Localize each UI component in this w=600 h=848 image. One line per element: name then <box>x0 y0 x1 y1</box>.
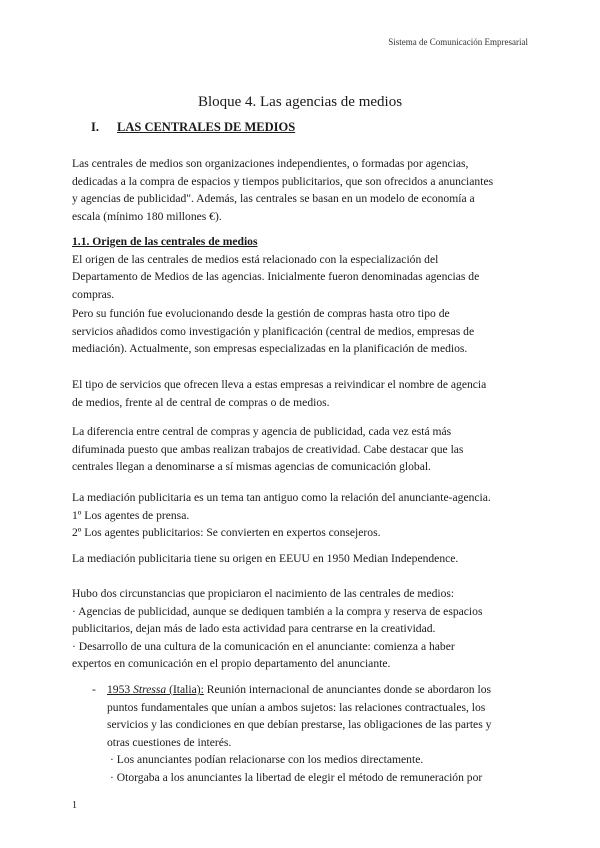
page-number: 1 <box>72 800 77 811</box>
bullet-country: (Italia): <box>169 683 204 696</box>
bullet-line: puntos fundamentales que unían a ambos sujetos: las relaciones contractuales, los <box>107 700 486 714</box>
paragraph-line: mediación). Actualmente, son empresas especializadas en la planificación de medios. <box>72 342 468 356</box>
subsection-line: compras. <box>72 287 115 301</box>
paragraph-line: Hubo dos circunstancias que propiciaron el nacimiento de las centrales de medios: <box>72 587 455 600</box>
paragraph-line: difuminada puesto que ambas realizan trabajos de creatividad. Cabe destacar que las <box>72 442 464 456</box>
subsection-line: El origen de las centrales de medios está relacionado con la especialización del <box>72 252 439 266</box>
paragraph-line: centrales llegan a denominarse a sí mismas agencias de comunicación global. <box>72 460 431 474</box>
paragraph-line: 2º Los agentes publicitarios: Se convierten en expertos consejeros. <box>72 526 381 540</box>
paragraph-line: · Desarrollo de una cultura de la comunicación en el anunciante: comienza a haber <box>72 639 455 653</box>
bullet-subitem: · Otorgaba a los anunciantes la libertad de elegir el método de remuneración por <box>110 770 483 784</box>
intro-line: Las centrales de medios son organizaciones independientes, o formadas por agencias, <box>72 157 469 170</box>
subsection-line: Departamento de Medios de las agencias. Inicialmente fueron denominadas agencias de <box>72 270 480 284</box>
difference-paragraph <box>72 423 532 476</box>
mediation-paragraph <box>72 489 532 542</box>
intro-paragraph <box>72 155 532 225</box>
section-number: I. <box>91 120 99 134</box>
bullet-first-line-text: Reunión internacional de anunciantes donde se abordaron los <box>203 683 492 696</box>
page-title: Bloque 4. Las agencias de medios <box>197 94 403 110</box>
evolution-paragraph <box>72 305 532 358</box>
paragraph-line: El tipo de servicios que ofrecen lleva a estas empresas a reivindicar el nombre de agencia <box>72 378 487 391</box>
paragraph-line: publicitarios, dejan más de lado esta actividad para centrarse en la creatividad. <box>72 622 436 636</box>
paragraph-line: servicios añadidos como investigación y planificación (central de medios, empresas de <box>72 324 475 338</box>
paragraph-line: expertos en comunicación en el propio departamento del anunciante. <box>72 657 391 671</box>
intro-line: y agencias de publicidad". Además, las centrales se basan en un modelo de economía a <box>72 192 475 206</box>
circumstances-paragraph <box>72 585 532 673</box>
paragraph-line: 1º Los agentes de prensa. <box>72 508 190 522</box>
bullet-line: otras cuestiones de interés. <box>107 735 232 749</box>
origin-eeuu-paragraph <box>72 550 532 568</box>
paragraph-line: de medios, frente al de central de compras o de medios. <box>72 395 330 409</box>
section-title: LAS CENTRALES DE MEDIOS <box>117 120 296 134</box>
bullet-first-line <box>107 681 537 699</box>
paragraph-line: La mediación publicitaria tiene su origen en EEUU en 1950 Median Independence. <box>72 552 459 565</box>
bullet-subitem: · Los anunciantes podían relacionarse con los medios directamente. <box>110 753 424 767</box>
intro-line: escala (mínimo 180 millones €). <box>72 209 222 223</box>
bullet-item <box>107 681 537 787</box>
bullet-dash: - <box>92 683 96 696</box>
bullet-line: servicios y las condiciones en que debían prestarse, las obligaciones de las partes y <box>107 718 492 732</box>
bullet-place: Stressa <box>133 683 167 696</box>
paragraph-line: Pero su función fue evolucionando desde la gestión de compras hasta otro tipo de <box>72 307 450 320</box>
intro-line: dedicadas a la compra de espacios y tiempos publicitarios, que son ofrecidos a anunciantes <box>72 174 494 188</box>
section-heading <box>91 120 295 135</box>
running-header: Sistema de Comunicación Empresarial <box>388 37 528 47</box>
subsection-heading: 1.1. Origen de las centrales de medios <box>72 235 258 248</box>
bullet-year: 1953 <box>107 683 131 696</box>
paragraph-line: La mediación publicitaria es un tema tan antiguo como la relación del anunciante-agencia. <box>72 491 491 504</box>
paragraph-line: · Agencias de publicidad, aunque se dediquen también a la compra y reserva de espacios <box>72 604 483 618</box>
origin-subsection <box>72 233 532 303</box>
services-paragraph <box>72 376 532 411</box>
paragraph-line: La diferencia entre central de compras y agencia de publicidad, cada vez está más <box>72 425 452 438</box>
